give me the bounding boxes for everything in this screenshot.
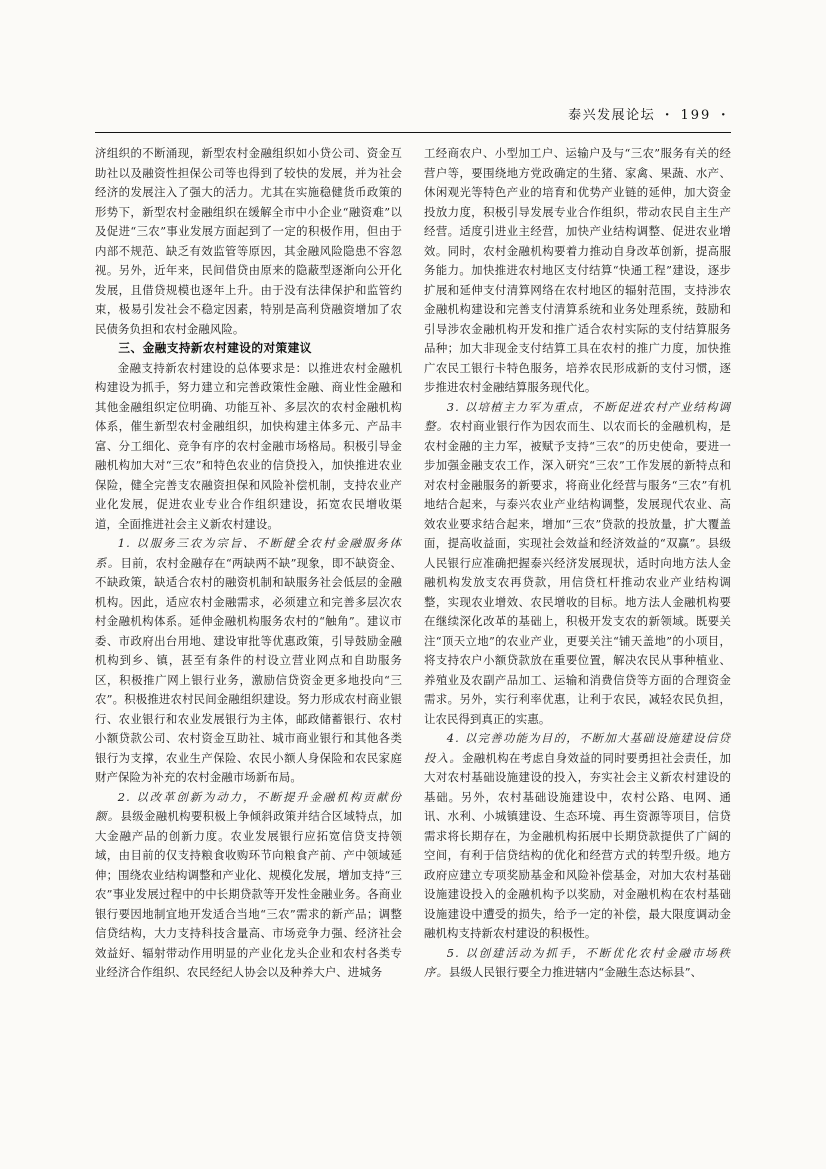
paragraph bbox=[424, 398, 731, 730]
numbered-item-lead: 5. 以创建活动为抓手，不断优化农村金融市场秩序。 bbox=[424, 945, 731, 979]
body-text: 目前，农村金融存在“两缺两不缺”现象，即不缺资金、不缺政策，缺适合农村的融资机制和缺服务社会低层的金融机构。因此，适应农村金融需求，必须建立和完善多层次农村金融机构体系。延伸金融机构服务农村的“触角”。建议市委、市政府出台用地、建设审批等优惠政策，引导鼓励金融机构到乡、镇，甚至有条件的村设立营业网点和自助服务区，积极推广网上银行业务，激励信贷资金更多地投向“三农”。积极推进农村民间金融组织建设。努力形成农村商业银行、农业银行和农业发展银行为主体，邮政储蓄银行、农村小额贷款公司、农村资金互助社、城市商业银行和其他各类银行为支撑，农业生产保险、农民小额人身保险和农民家庭财产保险为补充的农村金融市场新布局。 bbox=[95, 555, 402, 784]
text-columns bbox=[95, 144, 731, 983]
page-header bbox=[95, 106, 731, 126]
body-text: 金融机构在考虑自身效益的同时要勇担社会责任，加大对农村基础设施建设的投入，夯实社会主义新农村建设的基础。另外，农村基础设施建设中，农村公路、电网、通讯、水利、小城镇建设、生态环境、再生资源等项目，信贷需求将长期存在，为金融机构拓展中长期贷款提供了广阔的空间，有利于信贷结构的优化和经营方式的转型升级。地方政府应建立专项奖励基金和风险补偿基金，对加大农村基础设施建设投入的金融机构予以奖励，对金融机构在农村基础设施建设中遭受的损失，给予一定的补偿，最大限度调动金融机构支持新农村建设的积极性。 bbox=[424, 750, 731, 940]
right-column bbox=[424, 144, 731, 983]
page-number: 199 bbox=[680, 108, 712, 123]
body-text: 农村商业银行作为因农而生、以农而长的金融机构，是农村金融的主力军，被赋予支持“三农”的历史使命，要进一步加强金融支农工作，深入研究“三农”工作发展的新特点和对农村金融服务的新要求，将商业化经营与服务“三农”有机地结合起来，与泰兴农业产业结构调整，发展现代农业、高效农业要求结合起来，增加“三农”贷款的投放量，扩大覆盖面，提高收益面，实现社会效益和经济效益的“双赢”。县级人民银行应准确把握泰兴经济发展现状，适时向地方法人金融机构发放支农再贷款，用信贷杠杆推动农业产业结构调整，实现农业增效、农民增收的目标。地方法人金融机构要在继续深化改革的基础上，积极开发支农的新领域。既要关注“顶天立地”的农业产业，更要关注“铺天盖地”的小项目，将支持农户小额贷款放在重要位置，解决农民从事种植业、养殖业及农副产品加工、运输和消费信贷等方面的合理资金需求。另外，实行利率优惠，让利于农民，减轻农民负担，让农民得到真正的实惠。 bbox=[424, 419, 731, 726]
separator-dot: · bbox=[720, 108, 727, 123]
continuation-paragraph bbox=[424, 144, 731, 398]
body-text: 县级金融机构要积极上争倾斜政策并结合区域特点，加大金融产品的创新力度。农业发展银行应拓宽信贷支持领域，由目前的仅支持粮食收购环节向粮食产前、产中领域延伸；围绕农业结构调整和产业化、规模化发展，增加支持“三农”事业发展过程中的中长期贷款等开发性金融业务。各商业银行要因地制宜地开发适合当地“三农”需求的新产品；调整信贷结构，大力支持科技含量高、市场竞争力强、经济社会效益好、辐射带动作用明显的产业化龙头企业和农村各类专业经济合作组织、农民经纪人协会以及种养大户、进城务 bbox=[95, 809, 402, 979]
numbered-item-lead: 1. 以服务三农为宗旨、不断健全农村金融服务体系。 bbox=[95, 536, 402, 570]
journal-title: 泰兴发展论坛 bbox=[568, 108, 656, 123]
continuation-paragraph bbox=[95, 144, 402, 339]
numbered-item-lead: 3. 以培植主力军为重点，不断促进农村产业结构调整。 bbox=[424, 399, 731, 433]
paragraph bbox=[95, 359, 402, 535]
body-text: 县级人民银行要全力推进辖内“金融生态达标县”、 bbox=[448, 965, 703, 979]
numbered-item-lead: 4. 以完善功能为目的，不断加大基础设施建设信贷投入。 bbox=[424, 731, 731, 765]
separator-dot: · bbox=[664, 108, 671, 123]
paragraph bbox=[95, 788, 402, 983]
body-text: 工经商农户、小型加工户、运输户及与“三农”服务有关的经营户等，要围绕地方党政确定的生猪、家禽、果蔬、水产、休闲观光等特色产业的培育和优势产业链的延伸，加大资金投放力度，积极引导发展专业合作组织，带动农民自主生产经营。适度引进业主经营，加快产业结构调整、促进农业增效。同时，农村金融机构要着力推动自身改革创新，提高服务能力。加快推进农村地区支付结算“快通工程”建设，逐步扩展和延伸支付清算网络在农村地区的辐射范围，支持涉农金融机构建设和完善支付清算系统和业务处理系统，鼓励和引导涉农金融机构开发和推广适合农村实际的支付结算服务品种；加大非现金支付结算工具在农村的推广力度，加快推广农民工银行卡特色服务，培养农民形成新的支付习惯，逐步推进农村金融结算服务现代化。 bbox=[424, 146, 731, 394]
body-text: 济组织的不断涌现，新型农村金融组织如小贷公司、资金互助社以及融资性担保公司等也得到了较快的发展，并为社会经济的发展注入了强大的活力。尤其在实施稳健货币政策的形势下，新型农村金融组织在缓解全市中小企业“融资难”以及促进“三农”事业发展方面起到了一定的积极作用，但由于内部不规范、缺乏有效监管等原因，其金融风险隐患不容忽视。另外，近年来，民间借贷由原来的隐蔽型逐渐向公开化发展，且借贷规模也逐年上升。由于没有法律保护和监管约束，极易引发社会不稳定因素，特别是高利贷融资增加了农民债务负担和农村金融风险。 bbox=[95, 146, 402, 336]
numbered-item-lead: 2. 以改革创新为动力，不断提升金融机构贡献份额。 bbox=[95, 789, 402, 823]
body-text: 金融支持新农村建设的总体要求是：以推进农村金融机构建设为抓手，努力建立和完善政策性金融、商业性金融和其他金融组织定位明确、功能互补、多层次的农村金融机构体系，催生新型农村金融组织，加快构建主体多元、产品丰富、分工细化、竞争有序的农村金融市场格局。积极引导金融机构加大对“三农”和特色农业的信贷投入，加快推进农业保险，健全完善支农融资担保和风险补偿机制，支持农业产业化发展，促进农业专业合作组织建设，拓宽农民增收渠道，全面推进社会主义新农村建设。 bbox=[95, 360, 402, 531]
paragraph bbox=[424, 729, 731, 944]
paragraph bbox=[424, 944, 731, 983]
header-rule bbox=[95, 132, 731, 133]
left-column bbox=[95, 144, 402, 983]
paragraph bbox=[95, 534, 402, 788]
section-heading: 三、金融支持新农村建设的对策建议 bbox=[118, 341, 312, 355]
